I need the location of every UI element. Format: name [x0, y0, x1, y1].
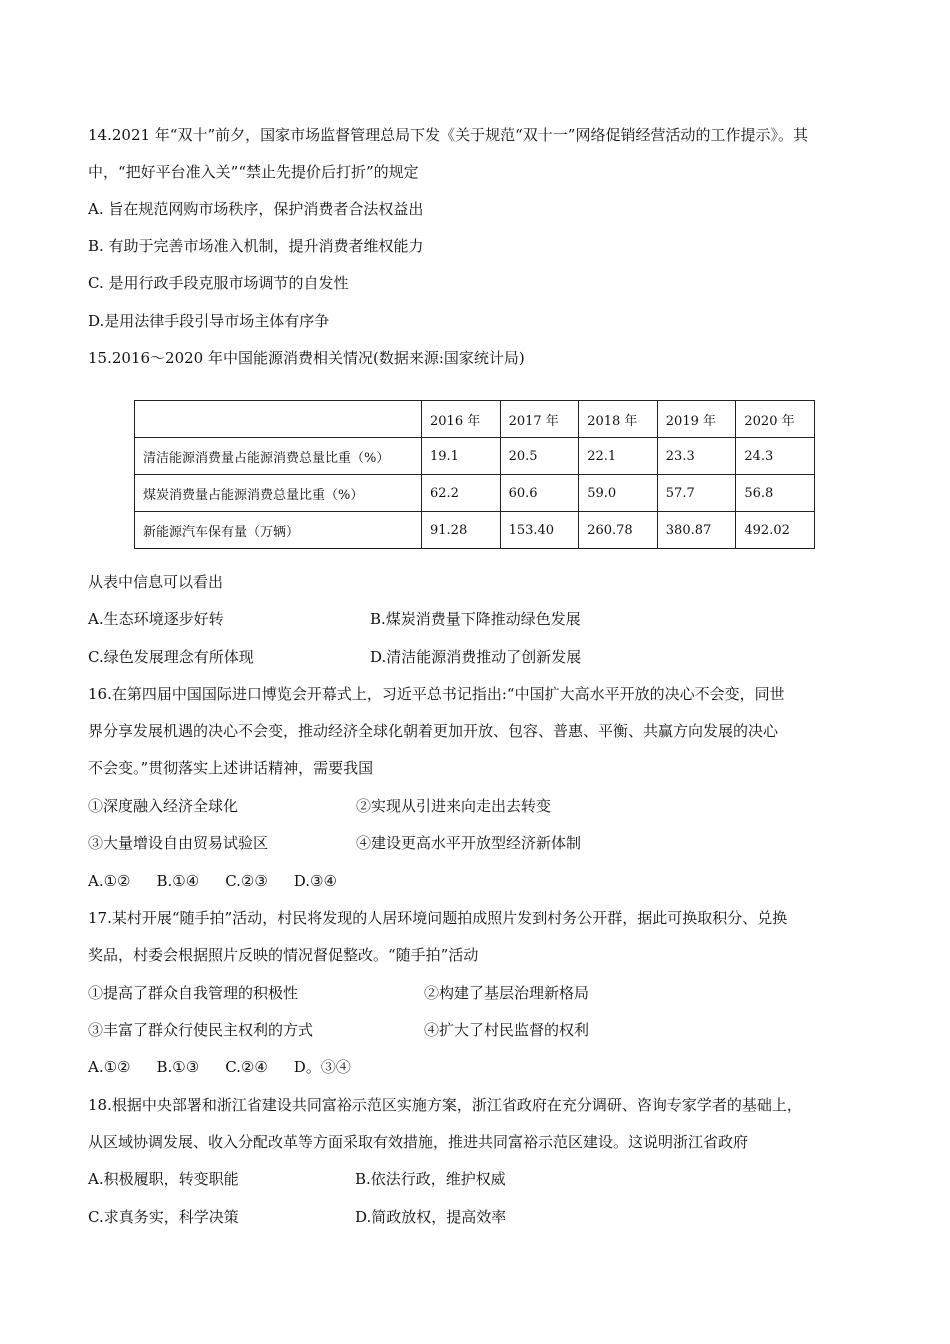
q16-choices [88, 870, 363, 892]
q14-option-b: B. 有助于完善市场准入机制，提升消费者维权能力 [88, 237, 424, 255]
table-cell: 153.40 [500, 512, 579, 549]
q18-stem-line1: 18.根据中央部署和浙江省建设共同富裕示范区实施方案，浙江省政府在充分调研、咨询专家学者的基础上， [88, 1096, 802, 1114]
q14-option-a: A. 旨在规范网购市场秩序，保护消费者合法权益出 [88, 200, 424, 218]
q15-after-table: 从表中信息可以看出 [88, 573, 224, 591]
q16-choice-a: A.①② [88, 872, 131, 890]
table-row-label: 煤炭消费量占能源消费总量比重（%） [135, 475, 422, 512]
q17-choice-b: B.①③ [156, 1058, 200, 1076]
q18-option-c: C.求真务实，科学决策 [88, 1208, 239, 1226]
table-cell: 62.2 [422, 475, 501, 512]
q16-choice-b: B.①④ [156, 872, 200, 890]
table-row [135, 512, 815, 549]
q14-option-c: C. 是用行政手段克服市场调节的自发性 [88, 274, 349, 292]
q17-choice-c: C.②④ [225, 1058, 268, 1076]
table-header-cell: 2019 年 [657, 401, 736, 438]
q16-item-4: ④建设更高水平开放型经济新体制 [356, 834, 582, 852]
q14-stem-line2: 中，“把好平台准入关”“禁止先提价后打折”的规定 [88, 163, 419, 181]
table-header-cell [135, 401, 422, 438]
q15-option-c: C.绿色发展理念有所体现 [88, 648, 254, 666]
table-cell: 23.3 [657, 438, 736, 475]
q17-stem-line1: 17.某村开展“随手拍”活动，村民将发现的人居环境问题拍成照片发到村务公开群，据此可换取积分、兑换 [88, 909, 788, 927]
table-cell: 22.1 [579, 438, 658, 475]
q16-choice-d: D.③④ [293, 872, 337, 890]
q15-option-a: A.生态环境逐步好转 [88, 610, 224, 628]
q15-option-d: D.清洁能源消费推动了创新发展 [370, 648, 582, 666]
table-header-row [135, 401, 815, 438]
table-cell: 57.7 [657, 475, 736, 512]
q17-choices [88, 1056, 377, 1078]
table-header-cell: 2018 年 [579, 401, 658, 438]
table-header-cell: 2016 年 [422, 401, 501, 438]
q17-stem-line2: 奖品，村委会根据照片反映的情况督促整改。“随手拍”活动 [88, 946, 479, 964]
q16-item-1: ①深度融入经济全球化 [88, 797, 239, 815]
q18-option-d: D.简政放权，提高效率 [355, 1208, 507, 1226]
q16-choice-c: C.②③ [225, 872, 268, 890]
q14-stem-line1: 14.2021 年“双十”前夕，国家市场监督管理总局下发《关于规范“双十一”网络促销经营活动的工作提示》。其 [88, 126, 808, 144]
table-cell: 19.1 [422, 438, 501, 475]
table-row [135, 475, 815, 512]
q18-stem-line2: 从区域协调发展、收入分配改革等方面采取有效措施，推进共同富裕示范区建设。这说明浙江省政府 [88, 1133, 749, 1151]
q18-option-b: B.依法行政，维护权威 [355, 1170, 506, 1188]
q18-option-a: A.积极履职，转变职能 [88, 1170, 239, 1188]
table-row-label: 清洁能源消费量占能源消费总量比重（%） [135, 438, 422, 475]
q16-item-3: ③大量增设自由贸易试验区 [88, 834, 269, 852]
table-cell: 24.3 [736, 438, 815, 475]
table-cell: 59.0 [579, 475, 658, 512]
table-cell: 20.5 [500, 438, 579, 475]
table-cell: 56.8 [736, 475, 815, 512]
table-row [135, 438, 815, 475]
q17-item-1: ①提高了群众自我管理的积极性 [88, 984, 299, 1002]
q17-choice-a: A.①② [88, 1058, 131, 1076]
table-cell: 91.28 [422, 512, 501, 549]
q16-stem-line1: 16.在第四届中国国际进口博览会开幕式上，习近平总书记指出:“中国扩大高水平开放的决心不会变，同世 [88, 685, 785, 703]
table-header-cell: 2017 年 [500, 401, 579, 438]
q17-item-3: ③丰富了群众行使民主权利的方式 [88, 1021, 314, 1039]
q17-choice-d: D。③④ [293, 1058, 351, 1076]
table-cell: 492.02 [736, 512, 815, 549]
q15-stem: 15.2016～2020 年中国能源消费相关情况(数据来源:国家统计局) [88, 349, 525, 367]
q16-stem-line3: 不会变。”贯彻落实上述讲话精神，需要我国 [88, 759, 374, 777]
q14-option-d: D.是用法律手段引导市场主体有序争 [88, 312, 330, 330]
table-header-cell: 2020 年 [736, 401, 815, 438]
table-cell: 380.87 [657, 512, 736, 549]
q16-stem-line2: 界分享发展机遇的决心不会变，推动经济全球化朝着更加开放、包容、普惠、平衡、共赢方向发展的决心 [88, 722, 779, 740]
energy-table [134, 400, 815, 549]
q16-item-2: ②实现从引进来向走出去转变 [356, 797, 552, 815]
q15-option-b: B.煤炭消费量下降推动绿色发展 [370, 610, 581, 628]
table-cell: 60.6 [500, 475, 579, 512]
q17-item-2: ②构建了基层治理新格局 [424, 984, 590, 1002]
table-cell: 260.78 [579, 512, 658, 549]
table-row-label: 新能源汽车保有量（万辆） [135, 512, 422, 549]
q17-item-4: ④扩大了村民监督的权利 [424, 1021, 590, 1039]
